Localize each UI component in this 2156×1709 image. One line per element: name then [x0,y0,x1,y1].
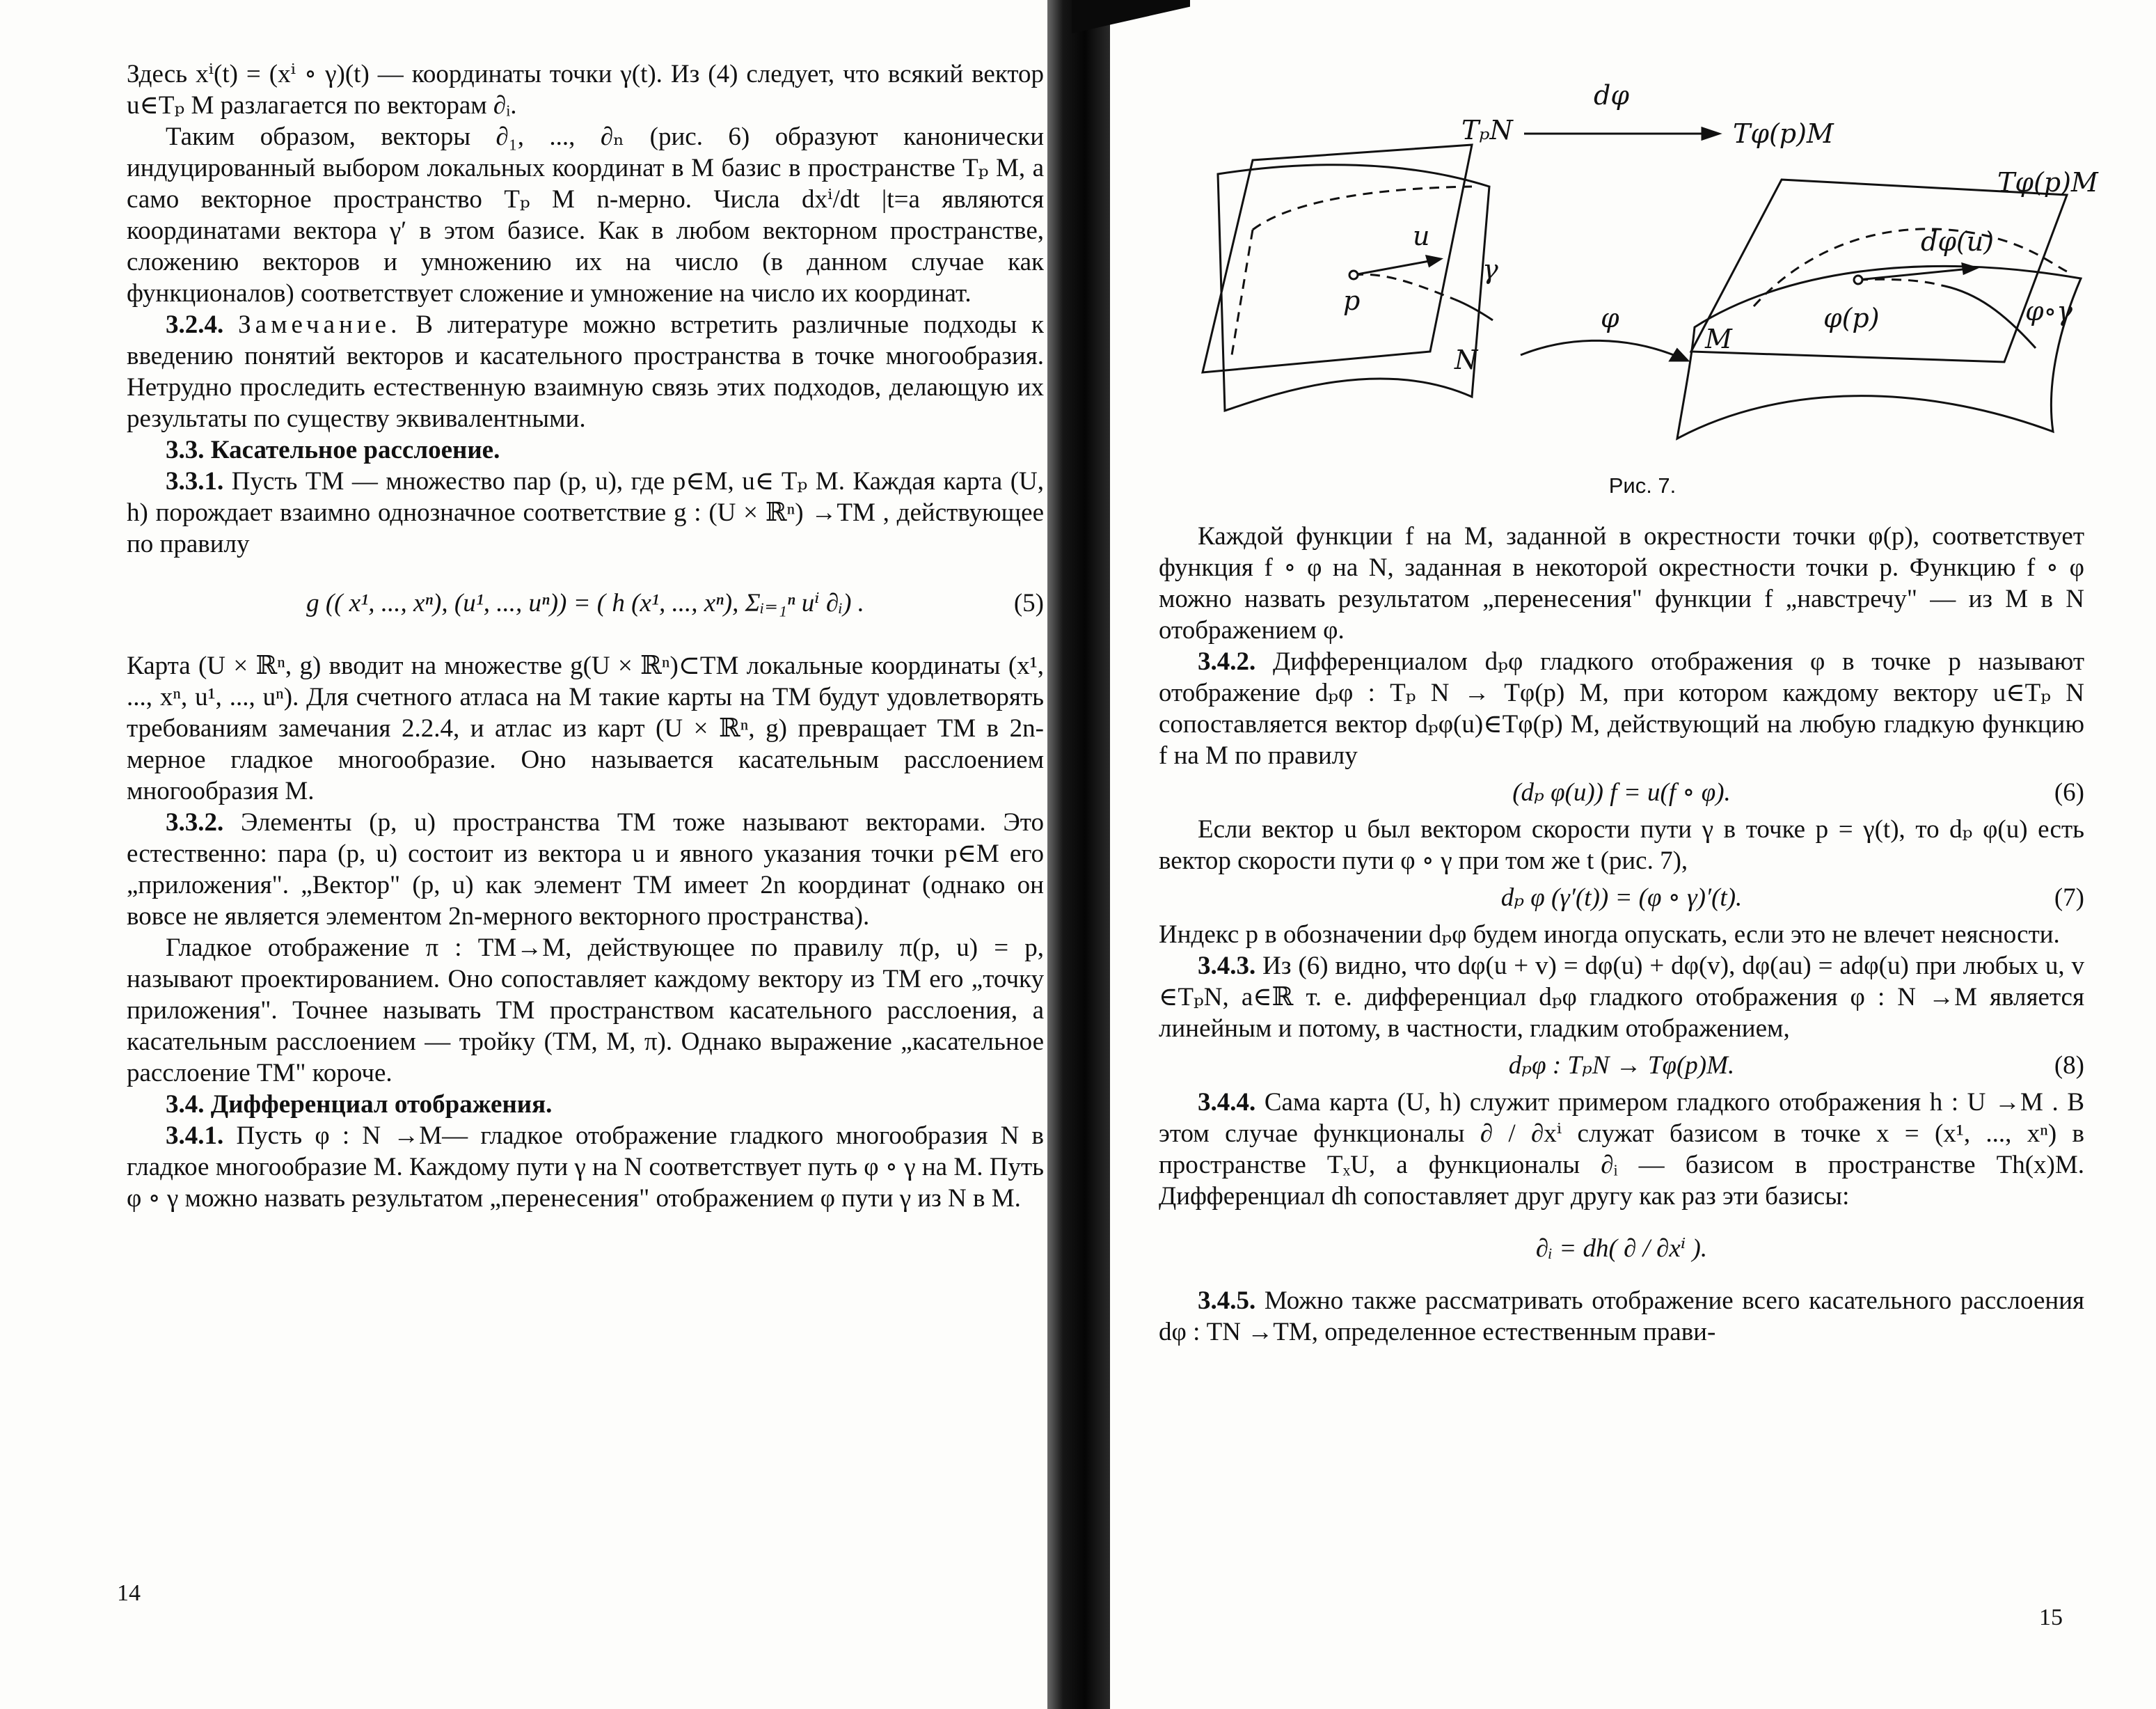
left-page [0,0,1058,1709]
paragraph-body: В литературе можно встретить различные подходы к введению понятий векторов и касательного пространства в точке многообразия. Нетрудно проследить естественную взаимную связь этих подходов, делающую их результаты по существу эквивалентными. [127,310,1044,433]
remark-3-2-4 [127,309,1044,434]
page-number: 14 [117,1580,141,1606]
path-phi-gamma-dash [1858,279,1942,285]
section-number: 3.4.1. [166,1121,224,1150]
right-page [1113,0,2156,1709]
tangent-plane-tpn-dash [1253,187,1472,230]
label-phi: φ [1601,303,1619,333]
tangent-plane-tphipm [1691,180,2067,362]
paragraph-3-4-1 [127,1120,1044,1214]
paragraph-body: Пусть φ : N →M— гладкое отображение гладкого многообразия N в гладкое многообразие M. Каждому пути γ на N соответствует путь φ ∘ γ на M. Путь φ ∘ γ можно назвать результатом „перенесения" отображением φ пути γ из N в M. [127,1121,1044,1213]
label-u: u [1413,221,1430,251]
equation-body: dₚφ : TₚN → Tφ(p)M. [1508,1051,1735,1080]
figure-caption: Рис. 7. [1608,473,1677,498]
arrow-phi-head [1670,349,1688,361]
vector-u-arrowhead [1427,256,1441,266]
equation-number: (8) [2054,1051,2084,1080]
label-n: N [1454,345,1478,375]
label-phi-gamma: φ∘γ [2025,296,2072,326]
equation-8 [1159,1050,2084,1081]
section-heading: 3.3. Касательное расслоение. [166,436,500,464]
path-gamma [1354,274,1454,299]
paragraph-body: Из (6) видно, что dφ(u + v) = dφ(u) + dφ(v), dφ(au) = adφ(u) при любых u, v ∈TₚN, a∈ℝ т. е. дифференциал dₚφ гладкого отображения φ : N →M является линейным и потому, в частности, гладким отображением, [1159,952,2085,1043]
label-gamma: γ [1482,254,1498,285]
section-number: 3.4.2. [1198,647,1256,676]
path-gamma-solid [1454,299,1493,320]
equation-5 [127,588,1044,619]
paragraph: Карта (U × ℝⁿ, g) вводит на множестве g(U × ℝⁿ)⊂TM локальные координаты (x¹, ..., xⁿ, u¹, ..., uⁿ). Для счетного атласа на M такие карты на TM будут удовлетворять требованиям замечания 2.2.4, и атлас из карт (U × ℝⁿ, g) превращает TM в 2n-мерное гладкое многообразие. Оно называется касательным расслоением многообразия M. [127,652,1044,805]
label-phi-p: φ(p) [1823,303,1880,333]
paragraph-body: Элементы (p, u) пространства TM тоже называют векторами. Это естественно: пара (p, u) состоит из вектора u и явного указания точки p∈M его „приложения". „Вектор" (p, u) как элемент TM имеет 2n координат (однако он вовсе не является элементом 2n-мерного векторного пространства). [127,808,1044,931]
label-dphi-top: dφ [1594,80,1629,111]
equation-number: (7) [2054,883,2084,912]
paragraph-3-4-4 [1159,1087,2084,1212]
page-number: 15 [2039,1605,2063,1630]
tangent-plane-tpn-dash2 [1232,230,1253,355]
equation-number: (5) [1013,589,1044,617]
equation-body: g (( x¹, ..., xⁿ), (u¹, ..., uⁿ)) = ( h (x¹, ..., xⁿ), Σᵢ₌₁ⁿ uⁱ ∂ᵢ) . [306,589,864,617]
manifold-diagram [1155,63,2130,466]
label-tpn: TₚN [1461,115,1513,145]
paragraph: Каждой функции f на M, заданной в окрестности точки φ(p), соответствует функция f ∘ φ на N, заданная в некоторой окрестности точки p. Функцию f ∘ φ можно назвать результатом „перенесения" функции f „навстречу" — из M в N отображением φ. [1159,522,2084,645]
label-tphipm-right: Tφ(p)M [1997,167,2098,198]
section-heading: 3.4. Дифференциал отображения. [166,1090,553,1119]
equation-body: (dₚ φ(u)) f = u(f ∘ φ). [1512,778,1731,807]
section-number: 3.3.2. [166,808,224,837]
paragraph-3-4-2 [1159,646,2084,771]
paragraph-3-3-1 [127,466,1044,560]
paragraph-3-3-2 [127,807,1044,932]
paragraph-body: Можно также рассматривать отображение всего касательного расслоения dφ : TN →TM, определенное естественным прави- [1159,1286,2085,1346]
section-number: 3.4.3. [1198,952,1256,980]
equation-body: dₚ φ (γ′(t)) = (φ ∘ γ)′(t). [1500,883,1743,912]
paragraph-body: Дифференциалом dₚφ гладкого отображения φ в точке p называют отображение dₚφ : Tₚ N → Tφ(p) M, при котором каждому вектору u∈Tₚ N сопоставляется вектор dₚφ(u)∈Tφ(p) M, действующий на любую гладкую функцию f на M по правилу [1159,647,2085,770]
paragraph-3-4-5 [1159,1285,2084,1348]
label-dphi-u: dφ(u) [1921,226,1995,257]
paragraph-body: Пусть TM — множество пар (p, u), где p∈M, u∈ Tₚ M. Каждая карта (U, h) порождает взаимно однозначное соответствие g : (U × ℝⁿ) →TM , действующее по правилу [127,467,1045,558]
section-number: 3.4.5. [1198,1286,1256,1315]
section-number: 3.2.4. [166,310,224,339]
paragraph-body: Сама карта (U, h) служит примером гладкого отображения h : U →M . В этом случае функционалы ∂ / ∂xⁱ служат базисом в точке x = (x¹, ..., xⁿ) в пространстве TₓU, а функционалы ∂ᵢ — базисом в пространстве Th(x)M. Дифференциал dh сопоставляет друг другу как раз эти базисы: [1159,1088,2084,1211]
label-p: p [1343,285,1361,316]
arrow-dphi-head [1702,128,1719,139]
paragraph: Индекс p в обозначении dₚφ будем иногда опускать, если это не влечет неясности. [1159,920,2060,949]
point-phi-p [1854,276,1862,284]
paragraph: Здесь xⁱ(t) = (xⁱ ∘ γ)(t) — координаты точки γ(t). Из (4) следует, что всякий вектор u∈Tₚ M разлагается по векторам ∂ᵢ. [127,60,1044,120]
equation-number: (6) [2054,778,2084,807]
right-text-column [1159,521,2084,1348]
remark-lead: Замечание. [238,310,402,339]
paragraph: Если вектор u был вектором скорости пути γ в точке p = γ(t), то dₚ φ(u) есть вектор скорости пути φ ∘ γ при том же t (рис. 7), [1159,815,2084,875]
paragraph: Таким образом, векторы ∂₁, ..., ∂ₙ (рис. 6) образуют канонически индуцированный выбором локальных координат в M базис в пространстве Tₚ M, а само векторное пространство Tₚ M n-мерно. Числа dxⁱ/dt |t=a являются координатами вектора γ′ в этом базисе. Как в любом векторном пространстве, сложению векторов и умножению их на число (в данном случае как функционалов) соответствует сложение и умножение на число их координат. [127,123,1044,308]
label-tphipm-top: Tφ(p)M [1733,118,1834,149]
equation-basis [1159,1233,2084,1264]
section-number: 3.3.1. [166,467,224,496]
paragraph: Гладкое отображение π : TM→M, действующее по правилу π(p, u) = p, называют проектированием. Оно сопоставляет каждому вектору из TM его „точку приложения". Точнее называть TM пространством касательного расслоения, а касательным расслоением — тройку (TM, M, π). Однако выражение „касательное расслоение TM" короче. [127,934,1044,1087]
section-number: 3.4.4. [1198,1088,1256,1117]
equation-7 [1159,882,2084,913]
figure-7 [1155,63,2130,508]
label-m: M [1705,324,1732,354]
left-text-column [127,58,1044,1214]
vector-dphi-u-arrowhead [1963,264,1976,274]
equation-body: ∂ᵢ = dh( ∂ / ∂xⁱ ). [1535,1234,1708,1263]
paragraph-3-4-3 [1159,950,2084,1044]
point-p [1349,271,1358,279]
arrow-phi [1521,340,1674,355]
equation-6 [1159,777,2084,808]
